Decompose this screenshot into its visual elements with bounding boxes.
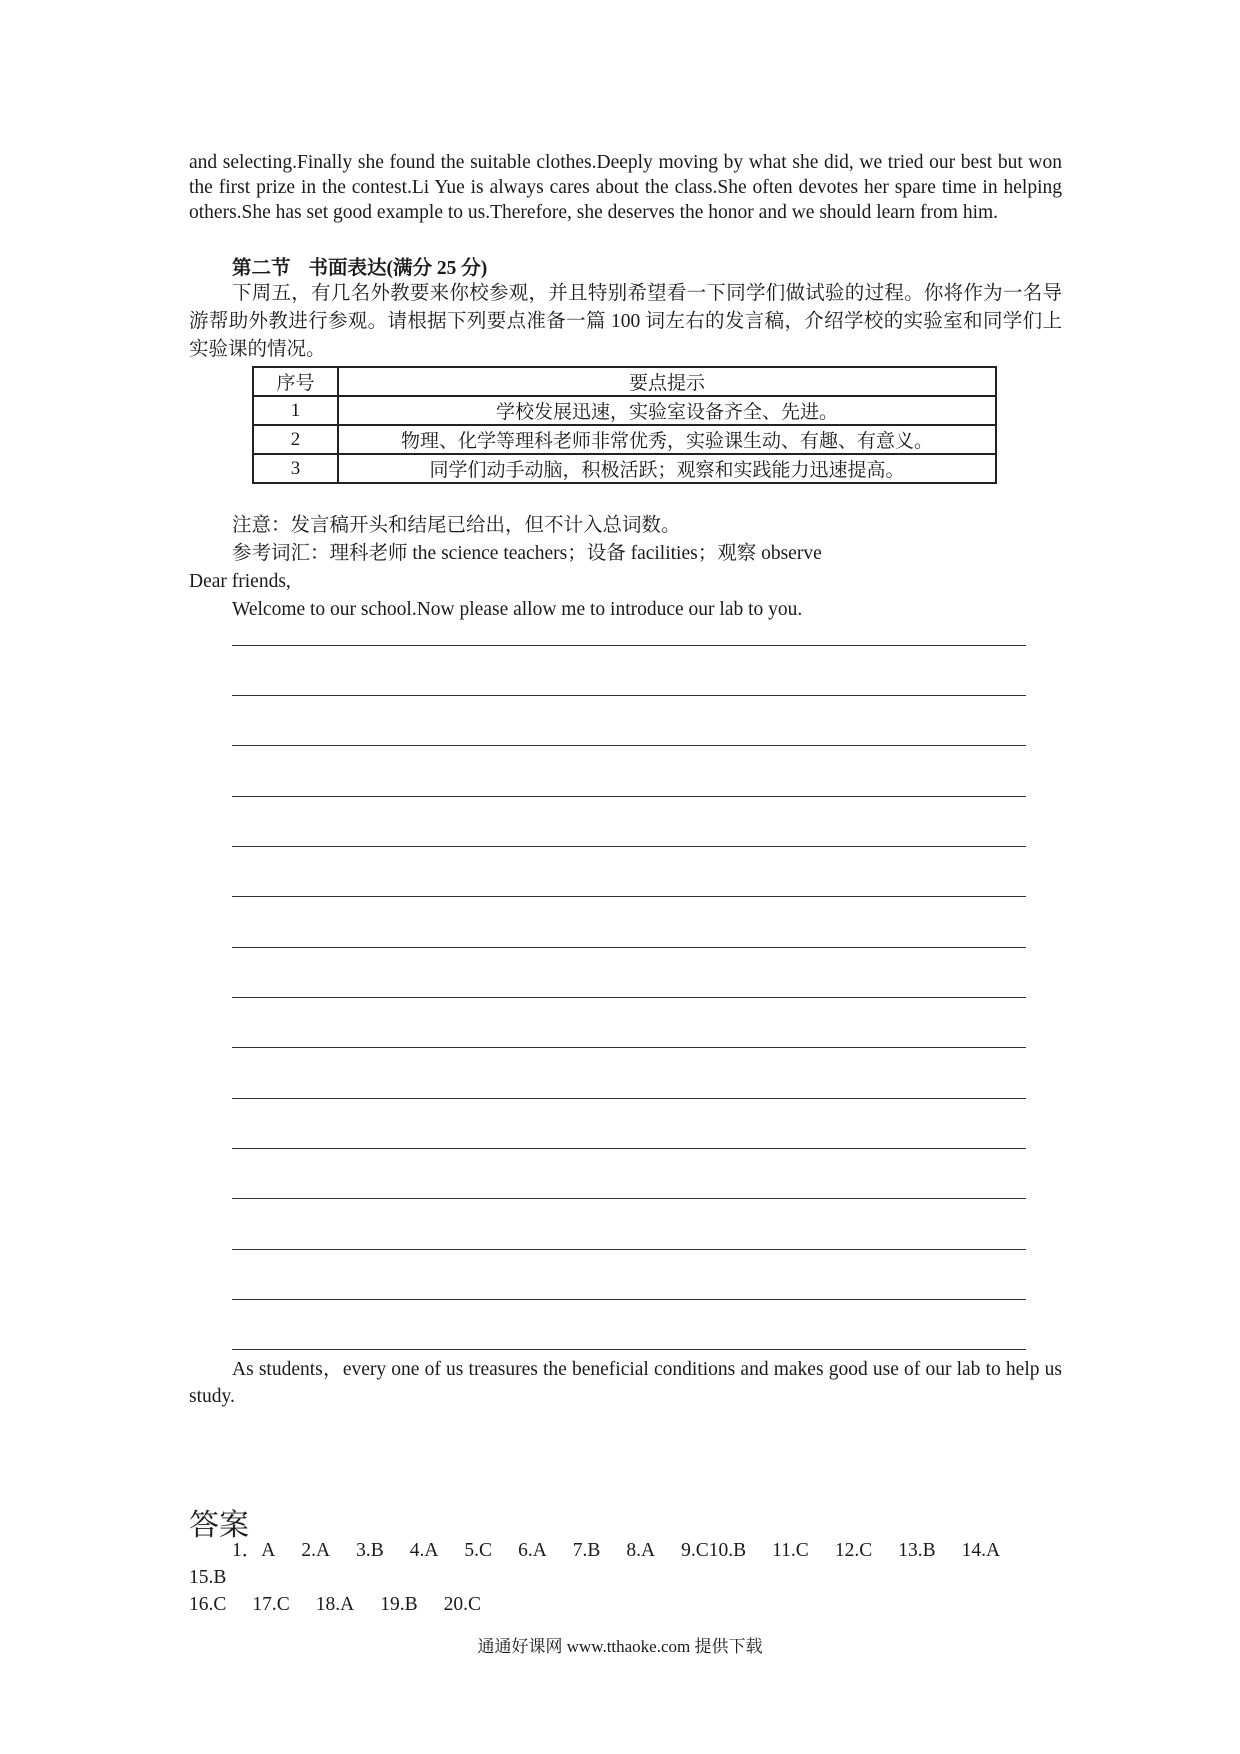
row-point: 学校发展迅速，实验室设备齐全、先进。 xyxy=(338,396,996,425)
intro-paragraph: and selecting.Finally she found the suitable clothes.Deeply moving by what she did, we tried our best but won the first prize in the contest.Li Yue is always cares about the class.She often devotes her spare time in helping others.She has set good example to us.Therefore, she deserves the honor and we should learn from him. xyxy=(189,152,1062,223)
writing-line[interactable] xyxy=(232,1198,1026,1199)
table-header-num: 序号 xyxy=(253,367,338,396)
answer-item: 12.C xyxy=(834,1540,873,1561)
writing-line[interactable] xyxy=(232,1299,1026,1300)
section-title: 书面表达(满分 25 分) xyxy=(308,258,488,279)
answer-item: 7.B xyxy=(572,1540,601,1561)
answer-list xyxy=(189,1537,1062,1618)
writing-line[interactable] xyxy=(232,1249,1026,1250)
writing-line[interactable] xyxy=(232,1148,1026,1149)
row-num: 3 xyxy=(253,454,338,483)
answer-item: 19.B xyxy=(380,1594,418,1615)
writing-line[interactable] xyxy=(232,1098,1026,1099)
key-points-table xyxy=(252,366,997,484)
answer-item: 4.A xyxy=(409,1540,439,1561)
writing-line[interactable] xyxy=(232,846,1026,847)
writing-line[interactable] xyxy=(232,1349,1026,1350)
section-label: 第二节 xyxy=(232,258,291,279)
closing-paragraph: As students，every one of us treasures the beneficial conditions and makes good use of our lab to help us study. xyxy=(189,1359,1062,1407)
table-header-row xyxy=(253,367,996,396)
writing-line[interactable] xyxy=(232,947,1026,948)
answer-item: 20.C xyxy=(443,1594,482,1615)
table-row xyxy=(253,425,996,454)
table-row xyxy=(253,396,996,425)
answer-item: 16.C xyxy=(189,1594,227,1615)
writing-line[interactable] xyxy=(232,796,1026,797)
writing-line[interactable] xyxy=(232,645,1026,646)
writing-line[interactable] xyxy=(232,745,1026,746)
row-num: 1 xyxy=(253,396,338,425)
writing-line[interactable] xyxy=(232,997,1026,998)
answer-item: 5.C xyxy=(464,1540,493,1561)
table-row xyxy=(253,454,996,483)
answer-item: 13.B xyxy=(898,1540,936,1561)
answer-item: 17.C xyxy=(252,1594,290,1615)
table-header-point: 要点提示 xyxy=(338,367,996,396)
answer-item: 8.A xyxy=(626,1540,656,1561)
answer-item: 14.A xyxy=(961,1540,1001,1561)
answer-item: 6.A xyxy=(518,1540,547,1561)
answer-item: 15.B xyxy=(189,1567,227,1588)
answer-item: 9.C10.B xyxy=(681,1540,747,1561)
answer-item: 11.C xyxy=(772,1540,809,1561)
answer-title: 答案 xyxy=(189,1508,249,1543)
vocabulary-hint: 参考词汇：理科老师 the science teachers；设备 facilities；观察 observe xyxy=(232,543,822,564)
writing-line[interactable] xyxy=(232,1047,1026,1048)
row-point: 物理、化学等理科老师非常优秀，实验课生动、有趣、有意义。 xyxy=(338,425,996,454)
note: 注意：发言稿开头和结尾已给出，但不计入总词数。 xyxy=(232,515,681,536)
row-num: 2 xyxy=(253,425,338,454)
opening-sentence: Welcome to our school.Now please allow me to introduce our lab to you. xyxy=(232,599,803,620)
writing-line[interactable] xyxy=(232,695,1026,696)
answer-item: 2.A xyxy=(301,1540,331,1561)
writing-prompt: 下周五，有几名外教要来你校参观，并且特别希望看一下同学们做试验的过程。你将作为一名导游帮助外教进行参观。请根据下列要点准备一篇 100 词左右的发言稿，介绍学校的实验室和同学们上实验课的情况。 xyxy=(189,283,1062,360)
section-heading xyxy=(232,252,487,280)
answer-item: 18.A xyxy=(315,1594,355,1615)
page-footer: 通通好课网 www.tthaoke.com 提供下载 xyxy=(477,1637,763,1656)
salutation: Dear friends, xyxy=(189,571,291,592)
row-point: 同学们动手动脑，积极活跃；观察和实践能力迅速提高。 xyxy=(338,454,996,483)
answer-item: 3.B xyxy=(356,1540,384,1561)
answer-item: 1．A xyxy=(232,1540,276,1561)
writing-line[interactable] xyxy=(232,896,1026,897)
